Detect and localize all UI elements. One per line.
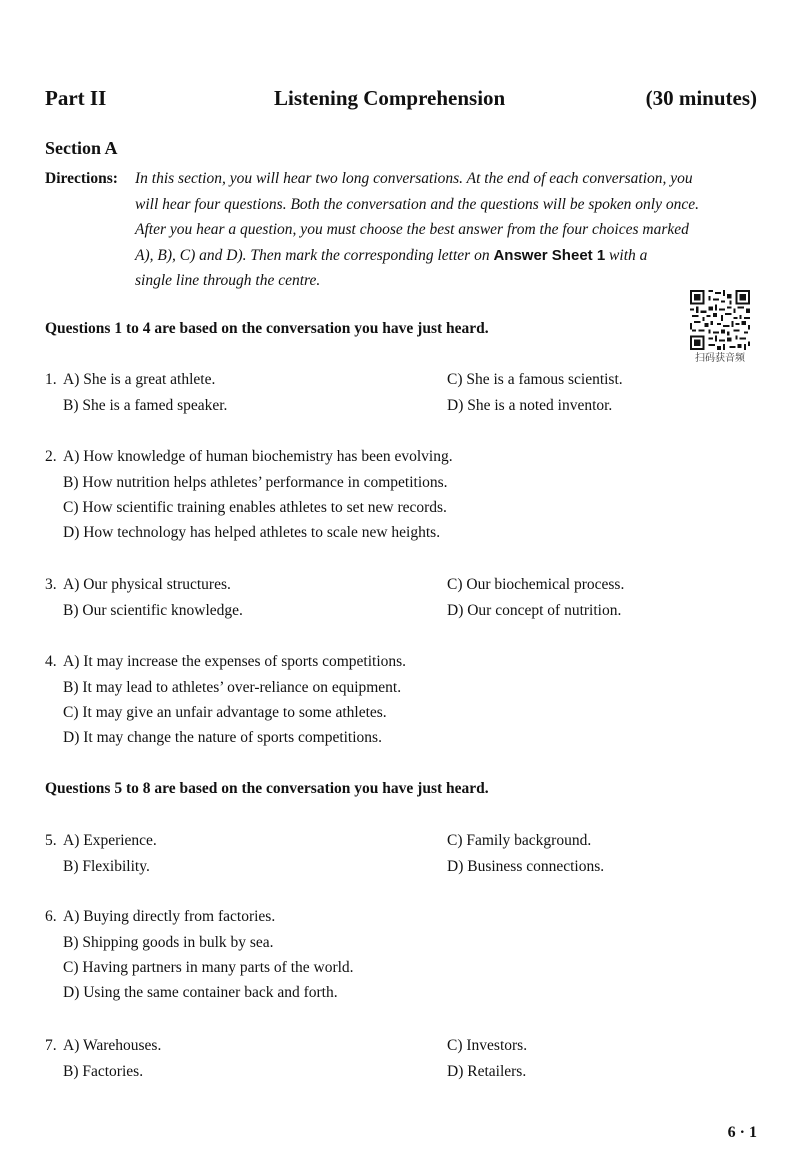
option-c[interactable]: C) Investors.	[447, 1037, 528, 1054]
directions-text	[135, 166, 757, 294]
option-a[interactable]: A) Our physical structures.	[63, 576, 231, 593]
question-2	[45, 448, 757, 550]
option-b[interactable]: B) Our scientific knowledge.	[63, 602, 243, 619]
question-6	[45, 908, 757, 1010]
directions-line	[135, 243, 757, 269]
qr-code-icon[interactable]	[690, 290, 750, 350]
option-c[interactable]: C) She is a famous scientist.	[447, 371, 623, 388]
option-c[interactable]: C) Family background.	[447, 832, 592, 849]
option-a[interactable]: A) Experience.	[63, 832, 157, 849]
part-title: Listening Comprehension	[274, 86, 506, 110]
directions-line: After you hear a question, you must choose the best answer from the four choices marked	[135, 221, 689, 238]
directions-line: single line through the centre.	[135, 272, 321, 289]
option-a[interactable]: A) Warehouses.	[63, 1037, 162, 1054]
question-3	[45, 576, 757, 626]
page-number: 6 · 1	[727, 1124, 757, 1141]
option-b[interactable]: B) Factories.	[63, 1063, 144, 1080]
option-d[interactable]: D) Business connections.	[447, 858, 605, 875]
question-number: 7.	[45, 1037, 57, 1054]
option-b[interactable]: B) It may lead to athletes’ over-reliance on equipment.	[63, 679, 402, 696]
directions-label: Directions:	[45, 170, 118, 187]
question-4	[45, 653, 757, 755]
directions	[45, 166, 757, 294]
question-5	[45, 832, 757, 882]
option-a[interactable]: A) It may increase the expenses of sports competitions.	[63, 653, 407, 670]
qr-caption: 扫码获音频	[695, 353, 745, 364]
question-number: 5.	[45, 832, 57, 849]
option-b[interactable]: B) How nutrition helps athletes’ performance in competitions.	[63, 474, 448, 491]
option-a[interactable]: A) She is a great athlete.	[63, 371, 216, 388]
option-d[interactable]: D) Our concept of nutrition.	[447, 602, 622, 619]
directions-line: will hear four questions. Both the conversation and the questions will be spoken only once.	[135, 195, 699, 213]
directions-line-part: with a	[609, 246, 648, 264]
option-d[interactable]: D) Using the same container back and forth.	[63, 984, 338, 1001]
question-1	[45, 371, 757, 421]
option-a[interactable]: A) How knowledge of human biochemistry has been evolving.	[63, 448, 453, 465]
option-c[interactable]: C) It may give an unfair advantage to some athletes.	[63, 704, 387, 721]
option-d[interactable]: D) How technology has helped athletes to scale new heights.	[63, 524, 441, 541]
part-header	[45, 86, 757, 116]
part-time: (30 minutes)	[645, 86, 757, 110]
option-d[interactable]: D) Retailers.	[447, 1063, 527, 1080]
option-a[interactable]: A) Buying directly from factories.	[63, 908, 276, 925]
option-b[interactable]: B) Shipping goods in bulk by sea.	[63, 934, 274, 951]
section-title: Section A	[45, 138, 118, 158]
option-c[interactable]: C) How scientific training enables athletes to set new records.	[63, 499, 447, 516]
option-b[interactable]: B) Flexibility.	[63, 858, 150, 875]
part-label: Part II	[45, 86, 107, 110]
question-group-heading: Questions 1 to 4 are based on the conversation you have just heard.	[45, 320, 489, 337]
question-7	[45, 1037, 757, 1087]
question-number: 6.	[45, 908, 57, 925]
option-b[interactable]: B) She is a famed speaker.	[63, 397, 228, 414]
option-d[interactable]: D) She is a noted inventor.	[447, 397, 613, 414]
option-c[interactable]: C) Having partners in many parts of the world.	[63, 959, 354, 976]
question-number: 4.	[45, 653, 57, 670]
answer-sheet-label: Answer Sheet 1	[493, 246, 606, 264]
question-group-heading: Questions 5 to 8 are based on the conversation you have just heard.	[45, 780, 489, 797]
question-number: 1.	[45, 371, 57, 388]
option-d[interactable]: D) It may change the nature of sports competitions.	[63, 729, 382, 746]
option-c[interactable]: C) Our biochemical process.	[447, 576, 625, 593]
directions-line: In this section, you will hear two long conversations. At the end of each conversation, you	[135, 170, 693, 187]
question-number: 3.	[45, 576, 57, 593]
question-number: 2.	[45, 448, 57, 465]
directions-line-part: A), B), C) and D). Then mark the corresponding letter on	[135, 246, 490, 264]
